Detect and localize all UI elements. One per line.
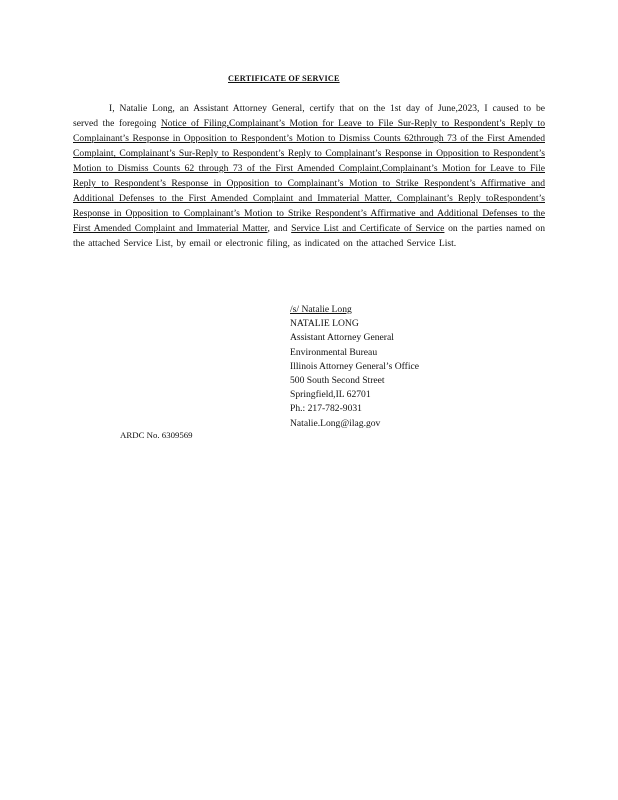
documents-served: Notice of Filing,Complainant’s Motion for Leave to File Sur-Reply to Respondent’s Reply to Complainant’s Response in Opposition to Respondent’s Motion to Dismiss Counts 62through 73 of the First Amended Complaint, Complainant’s Sur-Reply to Respondent’s Reply to Complainant’s Response in Opposition to Respondent’s Motion to Dismiss Counts 62 through 73 of the First Amended Complaint,Complainant’s Motion for Leave to File Reply to Respondent’s Response in Opposition to Complainant’s Motion to Strike Respondent’s Affirmative and Additional Defenses to the First Amended Complaint and Immaterial Matter, Complainant’s Reply toRespondent’s Response in Opposition to Complainant’s Motion to Strike Respondent’s Affirmative and Additional Defenses to the First Amended Complaint and Immaterial Matter (73, 118, 545, 234)
signer-title: Assistant Attorney General (290, 332, 394, 344)
certification-closing: on the parties named on the attached Service List, by email or electronic filing, as indicated on the attached Service List. (73, 223, 545, 249)
body-connector: , and (267, 223, 292, 234)
certificate-title: CERTIFICATE OF SERVICE (228, 74, 340, 83)
signer-name: NATALIE LONG (290, 318, 359, 330)
signature-block (290, 303, 490, 431)
certification-intro: I, Natalie Long, an Assistant Attorney General, certify that on the 1st day of June,2023, I caused to be served the foregoing (73, 103, 545, 129)
office-city: Springfield,IL 62701 (290, 389, 371, 401)
certificate-body (73, 101, 545, 251)
ardc-number: ARDC No. 6309569 (120, 430, 193, 440)
office-phone: Ph.: 217-782-9031 (290, 403, 362, 415)
service-list-reference: Service List and Certificate of Service (291, 223, 445, 234)
electronic-signature: /s/ Natalie Long (290, 304, 352, 315)
signer-office: Illinois Attorney General’s Office (290, 360, 420, 372)
signer-division: Environmental Bureau (290, 346, 378, 358)
office-street: 500 South Second Street (290, 375, 385, 387)
signer-email: Natalie.Long@ilag.gov (290, 417, 381, 429)
